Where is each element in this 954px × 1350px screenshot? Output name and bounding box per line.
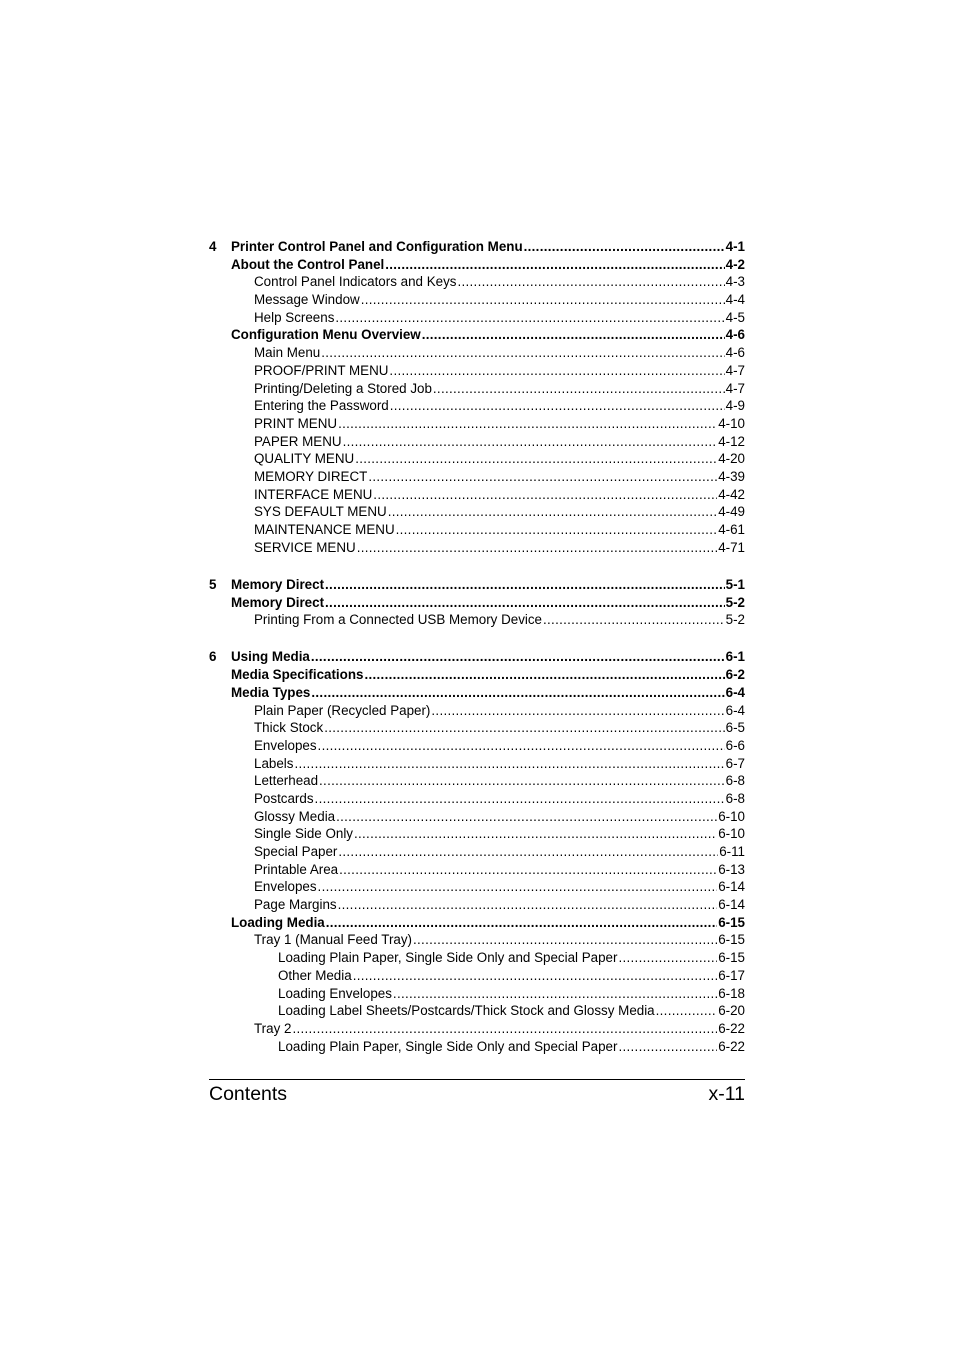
dot-leader [338,843,718,861]
toc-subsection-entry[interactable] [209,468,745,486]
toc-page-number: 4-4 [725,292,745,308]
dot-leader [321,344,724,362]
dot-leader [618,949,717,967]
toc-section-entry[interactable] [209,914,745,932]
toc-chapter-entry[interactable] [209,576,745,594]
toc-subsection-entry[interactable] [209,486,745,504]
toc-page-number: 4-9 [725,398,745,414]
footer-divider [209,1079,745,1080]
toc-entry-title: SERVICE MENU [254,539,356,555]
toc-subsection-entry[interactable] [209,415,745,433]
toc-subsection-entry[interactable] [209,825,745,843]
toc-page-number: 6-14 [718,897,745,913]
toc-entry-title: Printable Area [254,861,339,877]
toc-page-number: 6-14 [718,879,745,895]
toc-subsection-entry[interactable] [209,397,745,415]
toc-entry-title: Loading Envelopes [278,985,392,1001]
chapter-number: 5 [209,576,217,592]
toc-subsection-entry[interactable] [209,861,745,879]
toc-entry-title: Loading Plain Paper, Single Side Only and Special Paper [278,950,618,966]
toc-subsection-entry[interactable] [209,539,745,557]
toc-page-number: 6-6 [725,737,745,753]
toc-page-number: 4-20 [718,451,745,467]
dot-leader [324,719,724,737]
toc-page-number: 5-2 [725,612,745,628]
toc-page-number: 4-7 [725,380,745,396]
dot-leader [343,433,718,451]
table-of-contents [209,238,745,1055]
dot-leader [294,755,724,773]
dot-leader [357,539,717,557]
toc-entry-title: Tray 2 [254,1020,292,1036]
toc-entry-title: About the Control Panel [231,256,385,272]
footer-page-number: x-11 [708,1083,745,1105]
toc-entry-title: Tray 1 (Manual Feed Tray) [254,932,413,948]
toc-page-number: 4-61 [718,522,745,537]
toc-page-number: 6-11 [719,844,745,859]
dot-leader [396,521,718,539]
toc-page-number: 4-10 [718,415,745,431]
toc-subsection-entry[interactable] [209,1020,745,1038]
toc-entry-title: PROOF/PRINT MENU [254,362,389,378]
toc-page-number: 4-39 [718,468,745,484]
toc-subsection-entry[interactable] [209,808,745,826]
dot-leader [311,684,724,702]
toc-entry-title: Glossy Media [254,808,336,824]
toc-subsection-entry[interactable] [209,755,745,773]
dot-leader [524,238,725,256]
dot-leader [354,825,717,843]
dot-leader [422,326,725,344]
dot-leader [373,486,717,504]
toc-page-number: 4-5 [725,309,745,325]
toc-subsection-entry[interactable] [209,309,745,327]
toc-entry-title: Media Specifications [231,667,364,683]
toc-page-number: 4-71 [718,539,745,555]
toc-page-number: 5-2 [725,594,745,610]
toc-subsection-entry[interactable] [209,344,745,362]
toc-subsection-entry[interactable] [209,719,745,737]
toc-chapter-entry[interactable] [209,648,745,666]
toc-page-number: 4-42 [718,486,745,502]
toc-entry-title: Thick Stock [254,720,324,736]
toc-section-entry[interactable] [209,256,745,274]
toc-entry-title: Loading Media [231,914,325,930]
dot-leader [390,397,725,415]
dot-leader [292,1020,717,1038]
toc-page-number: 4-7 [725,362,745,378]
dot-leader [368,468,717,486]
toc-entry-title: Letterhead [254,773,319,789]
dot-leader [325,576,725,594]
toc-subsection-entry[interactable] [209,1002,745,1020]
dot-leader [385,256,724,274]
dot-leader [656,1002,718,1020]
dot-leader [326,914,717,932]
toc-entry-title: Printing From a Connected USB Memory Device [254,612,543,628]
dot-leader [389,362,724,380]
toc-subsection-entry[interactable] [209,737,745,755]
dot-leader [433,380,725,398]
toc-subsection-entry[interactable] [209,521,745,539]
dot-leader [325,594,725,612]
dot-leader [543,611,725,629]
toc-subsection-entry[interactable] [209,790,745,808]
dot-leader [393,985,717,1003]
dot-leader [431,702,724,720]
toc-page-number: 6-7 [725,755,745,771]
toc-subsection-entry[interactable] [209,878,745,896]
toc-subsection-entry[interactable] [209,931,745,949]
toc-page-number: 6-22 [718,1038,745,1054]
toc-entry-title: Using Media [231,649,310,665]
toc-entry-title: Labels [254,755,294,771]
dot-leader [336,808,717,826]
dot-leader [311,648,725,666]
toc-subsection-entry[interactable] [209,380,745,398]
toc-page-number: 6-20 [718,1003,745,1019]
toc-page-number: 6-22 [718,1020,745,1036]
toc-entry-title: Main Menu [254,345,321,361]
toc-entry-title: Page Margins [254,897,337,913]
toc-entry-title: Control Panel Indicators and Keys [254,274,457,290]
toc-page-number: 4-12 [718,433,745,449]
section-spacer [209,629,745,649]
toc-page-number: 6-15 [718,950,745,966]
toc-entry-title: Entering the Password [254,398,389,414]
toc-entry-title: Help Screens [254,309,335,325]
toc-page-number: 6-8 [725,773,745,789]
toc-page-number: 6-2 [725,667,745,683]
toc-section-entry[interactable] [209,594,745,612]
toc-entry-title: INTERFACE MENU [254,486,373,502]
dot-leader [335,309,724,327]
dot-leader [339,861,717,879]
toc-entry-title: SYS DEFAULT MENU [254,504,387,520]
toc-subsection-entry[interactable] [209,949,745,967]
dot-leader [413,931,717,949]
toc-page-number: 6-10 [718,808,745,824]
toc-subsection-entry[interactable] [209,450,745,468]
toc-subsection-entry[interactable] [209,291,745,309]
toc-page-number: 6-1 [725,649,745,665]
dot-leader [618,1038,717,1056]
toc-entry-title: Message Window [254,292,360,308]
toc-section-entry[interactable] [209,684,745,702]
chapter-number: 6 [209,649,217,665]
toc-page-number: 6-4 [725,684,745,700]
toc-page-number: 6-17 [718,967,745,983]
dot-leader [319,772,725,790]
toc-page-number: 4-6 [725,345,745,361]
toc-page-number: 6-4 [725,702,745,718]
toc-entry-title: Envelopes [254,879,317,895]
toc-subsection-entry[interactable] [209,503,745,521]
toc-entry-title: Postcards [254,790,314,806]
toc-entry-title: Loading Label Sheets/Postcards/Thick Stock and Glossy Media [278,1003,655,1019]
toc-page-number: 4-2 [725,256,745,272]
dot-leader [338,415,717,433]
dot-leader [457,273,724,291]
toc-section-entry[interactable] [209,666,745,684]
toc-subsection-entry[interactable] [209,273,745,291]
toc-page-number: 6-15 [718,932,745,948]
footer-section-title: Contents [209,1083,288,1105]
toc-entry-title: Single Side Only [254,826,353,842]
toc-entry-title: Memory Direct [231,576,325,592]
toc-entry-title: Special Paper [254,844,338,859]
toc-subsection-entry[interactable] [209,362,745,380]
toc-subsection-entry[interactable] [209,433,745,451]
toc-entry-title: Media Types [231,684,311,700]
toc-page-number: 4-6 [725,327,745,343]
toc-page-number: 6-13 [718,861,745,877]
dot-leader [364,666,724,684]
toc-page-number: 6-5 [725,720,745,736]
toc-entry-title: Memory Direct [231,594,325,610]
toc-page-number: 5-1 [725,576,745,592]
toc-subsection-entry[interactable] [209,772,745,790]
toc-subsection-entry[interactable] [209,611,745,629]
toc-subsection-entry[interactable] [209,896,745,914]
dot-leader [388,503,717,521]
toc-page-number: 4-3 [725,274,745,290]
toc-page-number: 4-1 [725,239,745,254]
toc-entry-title: Loading Plain Paper, Single Side Only and Special Paper [278,1038,618,1054]
dot-leader [355,450,717,468]
toc-page-number: 6-8 [725,790,745,806]
page-footer [209,1083,745,1105]
toc-section-entry[interactable] [209,326,745,344]
dot-leader [315,790,725,808]
toc-entry-title: Other Media [278,967,352,983]
toc-entry-title: Plain Paper (Recycled Paper) [254,702,431,718]
toc-subsection-entry[interactable] [209,967,745,985]
dot-leader [353,967,718,985]
section-spacer [209,556,745,576]
toc-entry-title: MAINTENANCE MENU [254,522,395,537]
toc-subsection-entry[interactable] [209,702,745,720]
toc-page-number: 6-18 [718,985,745,1001]
chapter-number: 4 [209,239,217,254]
toc-entry-title: MEMORY DIRECT [254,468,368,484]
toc-entry-title: Configuration Menu Overview [231,327,421,343]
dot-leader [318,737,725,755]
toc-entry-title: PAPER MENU [254,433,342,449]
toc-entry-title: Printer Control Panel and Configuration Menu [231,239,523,254]
toc-page-number: 6-10 [718,826,745,842]
toc-entry-title: Envelopes [254,737,317,753]
toc-page-number: 4-49 [718,504,745,520]
toc-chapter-entry[interactable] [209,238,745,256]
dot-leader [318,878,718,896]
toc-entry-title: Printing/Deleting a Stored Job [254,380,432,396]
dot-leader [361,291,725,309]
toc-entry-title: QUALITY MENU [254,451,355,467]
toc-page-number: 6-15 [718,914,745,930]
dot-leader [338,896,718,914]
toc-subsection-entry[interactable] [209,843,745,861]
toc-subsection-entry[interactable] [209,1038,745,1056]
toc-entry-title: PRINT MENU [254,415,338,431]
toc-subsection-entry[interactable] [209,985,745,1003]
